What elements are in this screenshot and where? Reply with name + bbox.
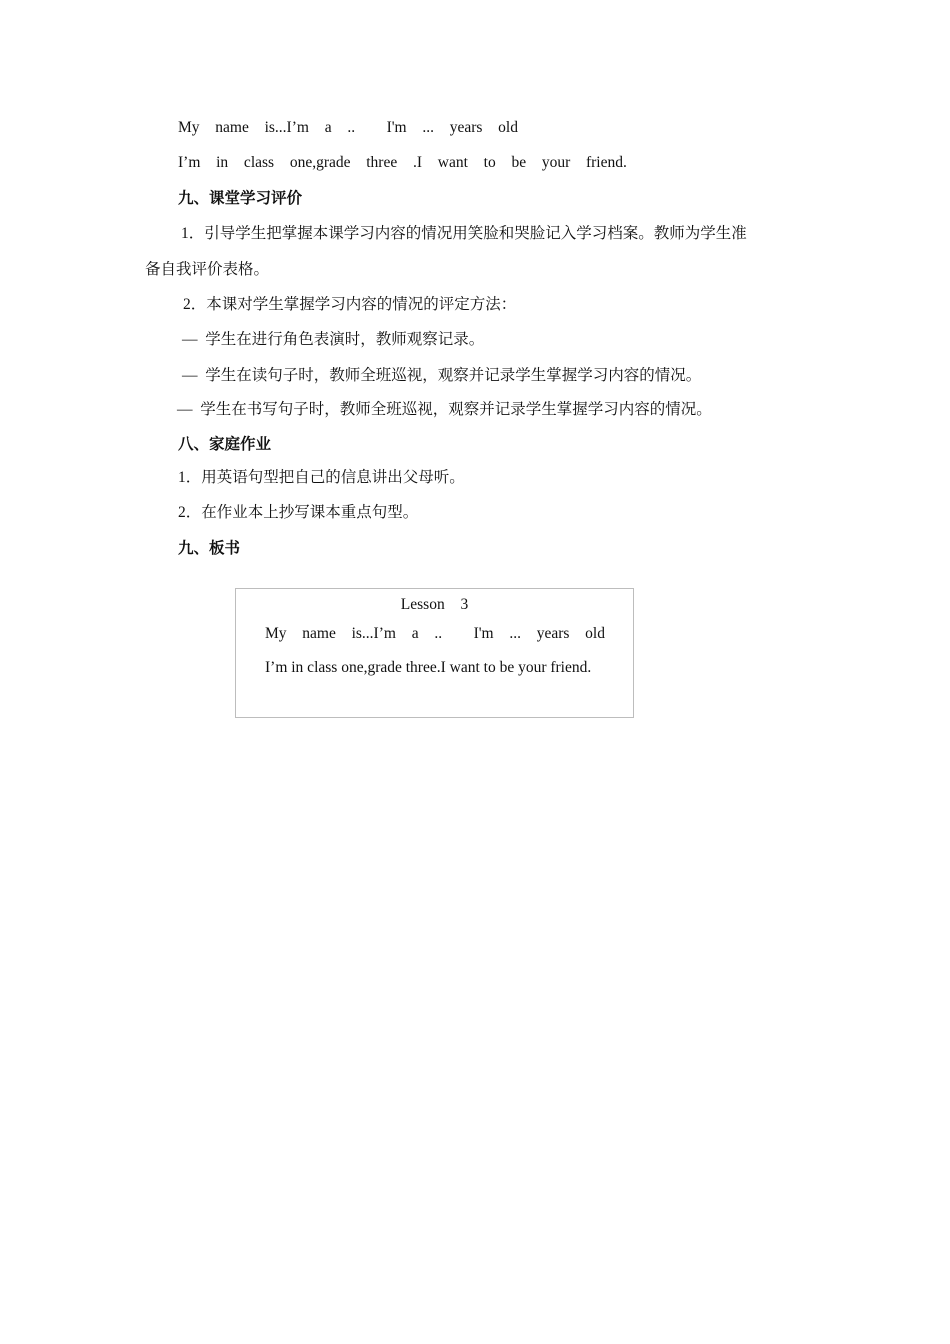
evaluation-item-1-line-2: 备自我评价表格。 — [145, 261, 270, 278]
sentence-line-2: I’m in class one,grade three .I want to be your friend. — [178, 154, 627, 171]
blackboard-line-1: My name is...I’m a .. I'm ... years old — [265, 625, 605, 642]
evaluation-bullet-2: — 学生在读句子时，教师全班巡视，观察并记录学生掌握学习内容的情况。 — [182, 367, 702, 384]
sentence-line-1: My name is...I’m a .. I'm ... years old — [178, 119, 518, 136]
evaluation-bullet-1: — 学生在进行角色表演时，教师观察记录。 — [182, 331, 485, 348]
section-heading-evaluation: 九、课堂学习评价 — [178, 190, 303, 207]
evaluation-bullet-3: — 学生在书写句子时，教师全班巡视，观察并记录学生掌握学习内容的情况。 — [177, 401, 712, 418]
evaluation-item-1-line-1: 1．引导学生把掌握本课学习内容的情况用笑脸和哭脸记入学习档案。教师为学生准 — [181, 225, 747, 242]
blackboard-line-2: I’m in class one,grade three.I want to be your friend. — [265, 659, 592, 676]
section-heading-homework: 八、家庭作业 — [178, 436, 272, 453]
evaluation-item-2: 2．本课对学生掌握学习内容的情况的评定方法： — [183, 296, 517, 313]
blackboard-title: Lesson 3 — [400, 596, 469, 613]
homework-item-1: 1．用英语句型把自己的信息讲出父母听。 — [178, 469, 465, 486]
homework-item-2: 2．在作业本上抄写课本重点句型。 — [178, 504, 419, 521]
section-heading-blackboard: 九、板书 — [178, 540, 241, 557]
blackboard-box — [235, 588, 634, 718]
